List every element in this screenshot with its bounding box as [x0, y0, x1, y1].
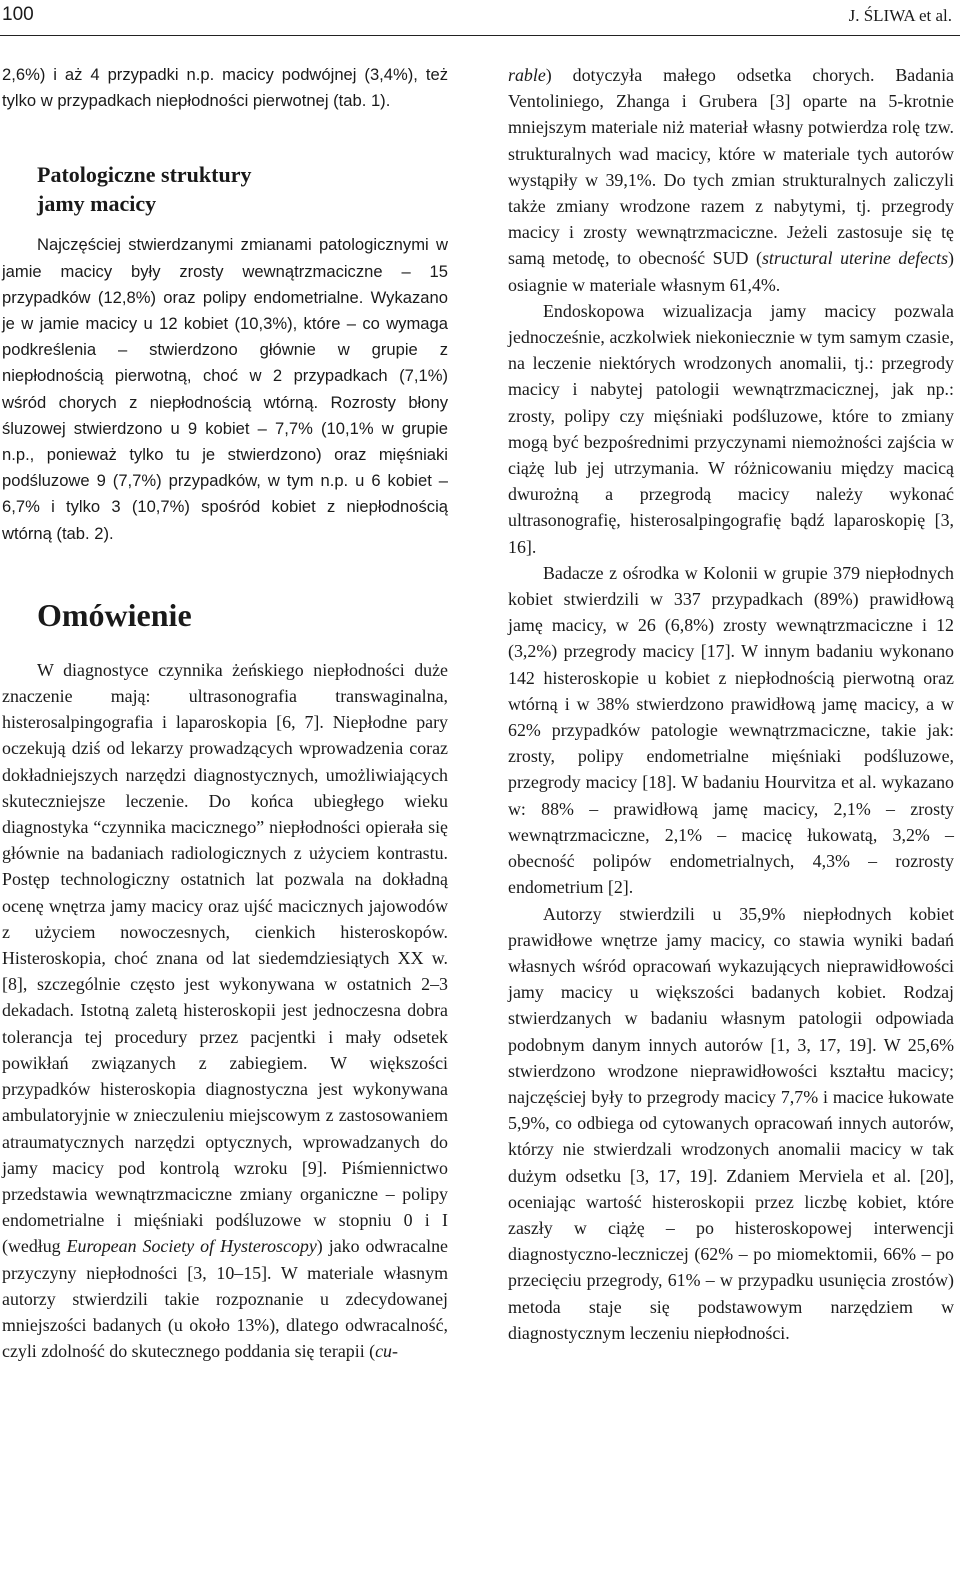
esh-italic: European Society of Hysteroscopy: [66, 1236, 317, 1257]
page-number: 100: [2, 4, 34, 25]
paragraph-cologne: Badacze z ośrodka w Kolonii w grupie 379 niepłodnych kobiet stwierdzili w 337 przypadkach (89%) prawidłową jamę macicy, w 26 (6,8%) zrosty wewnątrzmaciczne i 12 (3,2%) przegrody macicy [17]. W innym badaniu wykonano 142 histeroskopie u kobiet z niepłodnością pierwotną oraz wtórną i w 38% stwierdzono prawidłową jamę macicy, a w 62% przypadków patologie wewnątrzmaciczne, takie jak: zrosty, polipy endometrialne mięśniaki podśluzowe, przegrody macicy [18]. W badaniu Hourvitza et al. wykazano w: 88% – prawidłową jamę macicy, 2,1% – zrosty wewnątrzmaciczne, 2,1% – macicę łukowatą, 3,2% – obecność polipów endometrialnych, 4,3% – rozrosty endometrium [2].: [508, 562, 954, 898]
right-column: [508, 62, 954, 1346]
paragraph-discussion: [2, 657, 448, 1364]
cu-italic: cu-: [375, 1341, 398, 1362]
continued-text-a: ) dotyczyła małego odsetka chorych. Badania Ventoliniego, Zhanga i Grubera [3] oparte na 5-krotnie mniejszym materiale niż materiał własny potwierdza rolę tzw. strukturalnych wad macicy, które w materiale tych autorów wystąpiły w 39,1%. Do tych zmian strukturalnych zaliczyli także zmiany wrodzone razem z nabytymi, tj. przegrody macicy i zrosty wewnątrzmaciczne. Jeżeli zastosuje się tę samą metodę, to obecność SUD (: [508, 65, 954, 269]
continued-text-b: ) osiagnie w materiale własnym 61,4%.: [508, 248, 954, 295]
subsection-heading: [37, 160, 448, 218]
sud-italic: structural uterine defects: [761, 248, 949, 269]
paragraph-intro: 2,6%) i aż 4 przypadki n.p. macicy podwójnej (3,4%), też tylko w przypadkach niepłodności pierwotnej (tab. 1).: [2, 65, 448, 111]
paragraph-authors: Autorzy stwierdzili u 35,9% niepłodnych kobiet prawidłowe wnętrze jamy macicy, co stawia wyniki badań własnych wśród opracowań wykazujących nieprawidłowości jamy macicy u większości badanych kobiet. Rodzaj stwierdzanych w badaniu własnym patologii odpowiada podobnym danym innych autorów [1, 3, 17, 19]. W 25,6% stwierdzono wrodzone nieprawidłowości kształtu macicy; najczęściej były to przegrody macicy 7,7% i macice łukowate 5,9%, co odbiega od cytowanych opracowań innych autorów, którzy nie stwierdzali wrodzonych anomalii macicy w tak dużym odsetku [3, 17, 19]. Zdaniem Merviela et al. [20], oceniając wartość histeroskopii przez liczbę kobiet, które zaszły w ciążę – po histeroskopowej interwencji diagnostyczno-leczniczej (62% – po miomektomii, 66% – po przecięciu przegrody, 61% – w przypadku usunięcia zrostów) metoda staje się podstawowym narzędziem w diagnostycznym leczeniu niepłodności.: [508, 903, 954, 1343]
left-column: [2, 62, 448, 1364]
running-head: J. ŚLIWA et al.: [848, 6, 952, 25]
page-header: [0, 0, 960, 34]
discussion-text-b: ) jako odwracalne przyczyny niepłodności [3, 10–15]. W materiale własnym autorzy stwierdzili takie rozpoznanie u zdecydowanej mniejszości badanych (u około 13%), dlatego odwracalność, czyli zdolność do skutecznego poddania się terapii (: [2, 1236, 448, 1362]
rable-italic: rable: [508, 65, 546, 85]
paragraph-continued: [508, 62, 954, 298]
header-rule: [0, 35, 960, 36]
subsection-heading-line2: jamy macicy: [37, 191, 157, 217]
subsection-heading-line1: Patologiczne struktury: [37, 162, 252, 188]
paragraph-endoscopy: Endoskopowa wizualizacja jamy macicy pozwala jednocześnie, aczkolwiek niekoniecznie w tym samym czasie, na leczenie niektórych wrodzonych anomalii, tj.: przegrody macicy i nabytej patologii wewnątrzmacicznej, jak np.: zrosty, polipy czy mięśniaki podśluzowe, które to zmiany mogą być bezpośrednimi przyczynami niemożności zajścia w ciążę lub jej utrzymania. W różnicowaniu między macicą dwurożną a przegrodą macicy należy wykonać ultrasonografię, histerosalpingografię bądź laparoskopię [3, 16].: [508, 300, 954, 557]
paragraph-pathologies: Najczęściej stwierdzanymi zmianami patologicznymi w jamie macicy były zrosty wewnątrzmaciczne – 15 przypadków (12,8%) oraz polipy endometrialne. Wykazano je w jamie macicy u 12 kobiet (10,3%), które – co wymaga podkreślenia – stwierdzono głównie w grupie z niepłodnością pierwotną, choć w 2 przypadkach (7,1%) wśród chorych z niepłodnością wtórną. Rozrosty błony śluzowej stwierdzono u 9 kobiet – 7,7% (10,1% w grupie n.p., ponieważ tylko tu je stwierdzono) oraz mięśniaki podśluzowe 9 (7,7%) przypadków, w tym n.p. u 6 kobiet – 6,7% i tylko 3 (10,7%) spośród kobiet z niepłodnością wtórną (tab. 2).: [2, 235, 448, 543]
section-heading: Omówienie: [37, 596, 192, 633]
discussion-text-a: W diagnostyce czynnika żeńskiego niepłodności duże znaczenie mają: ultrasonografia transwaginalna, histerosalpingografia i laparoskopia [6, 7]. Niepłodne pary oczekują dziś od lekarzy prowadzących wprowadzenia coraz dokładniejszych narzędzi diagnostycznych, umożliwiających skuteczniejsze leczenie. Do końca ubiegłego wieku diagnostyka “czynnika macicznego” niepłodności opierała się głównie na badaniach radiologicznych z użyciem kontrastu. Postęp technologiczny ostatnich lat pozwala na dokładną ocenę wnętrza jamy macicy oraz ujść macicznych jajowodów z użyciem nowoczesnych, cienkich histeroskopów. Histeroskopia, choć znana od lat siedemdziesiątych XX w. [8], szczególnie często jest wykonywana w ostatnich 2–3 dekadach. Istotną zaletą histeroskopii jest jednoczesna dobra tolerancja tej procedury przez pacjentki i mały odsetek powikłań związanych z zabiegiem. W większości przypadków histeroskopia diagnostyczna jest wykonywana ambulatoryjnie w znieczuleniu miejscowym z zastosowaniem atraumatycznych narzędzi optycznych, wprowadzanych do jamy macicy pod kontrolą wzroku [9]. Piśmiennictwo przedstawia wewnątrzmaciczne zmiany organiczne – polipy endometrialne i mięśniaki podśluzowe w stopniu 0 i I (według: [2, 659, 448, 1257]
